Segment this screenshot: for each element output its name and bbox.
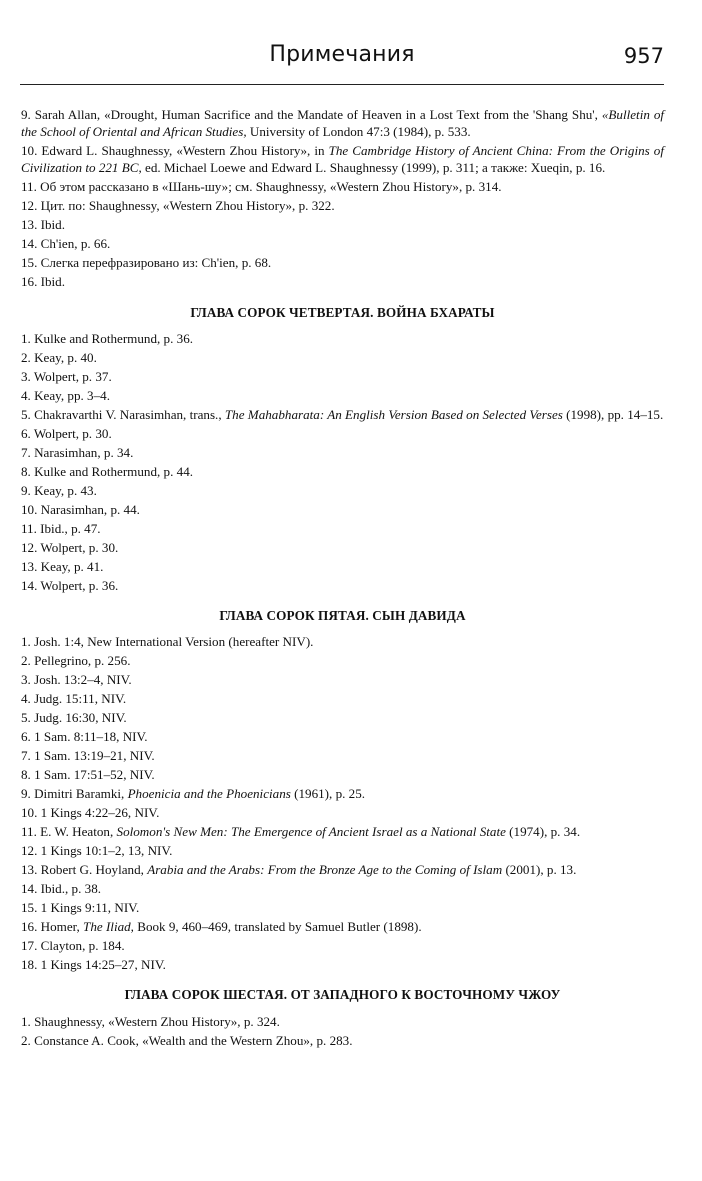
note-text: 1. Shaughnessy, «Western Zhou History», p. 324.	[21, 1013, 280, 1029]
note-text: 6. Wolpert, p. 30.	[21, 425, 112, 441]
endnote	[21, 444, 664, 461]
header-divider	[20, 84, 664, 85]
endnote	[21, 539, 664, 556]
endnote	[21, 482, 664, 499]
running-header	[20, 40, 664, 80]
note-text: 18. 1 Kings 14:25–27, NIV.	[21, 957, 166, 973]
note-text: 4. Keay, pp. 3–4.	[21, 387, 110, 403]
note-text: 13. Keay, p. 41.	[21, 558, 104, 574]
endnote	[21, 142, 664, 176]
note-text: 9. Dimitri Baramki,	[21, 786, 128, 802]
endnote	[21, 349, 664, 366]
chapter-heading: ГЛАВА СОРОК ШЕСТАЯ. ОТ ЗАПАДНОГО К ВОСТОЧНОМУ ЧЖОУ	[124, 987, 561, 1003]
note-text: 7. 1 Sam. 13:19–21, NIV.	[21, 748, 155, 764]
note-text: 2. Pellegrino, p. 256.	[21, 653, 131, 669]
note-text: Book 9, 460–469, translated by Samuel Butler (1898).	[133, 919, 422, 935]
chapter-heading: ГЛАВА СОРОК ЧЕТВЕРТАЯ. ВОЙНА БХАРАТЫ	[190, 304, 495, 320]
note-text: 12. Цит. по: Shaughnessy, «Western Zhou History», p. 322.	[21, 198, 335, 214]
endnote	[21, 520, 664, 537]
endnote	[21, 330, 664, 347]
note-text: 13. Ibid.	[21, 217, 66, 233]
note-italic-title: The Iliad,	[83, 919, 134, 935]
endnote	[21, 406, 664, 423]
note-text: 5. Chakravarthi V. Narasimhan, trans.,	[21, 406, 225, 422]
endnote	[21, 652, 664, 669]
endnote	[21, 178, 664, 195]
note-text: 16. Homer,	[21, 919, 84, 935]
endnote	[21, 937, 664, 954]
note-text: (1974), p. 34.	[505, 824, 581, 840]
note-text: 4. Judg. 15:11, NIV.	[21, 691, 127, 707]
note-text: 6. 1 Sam. 8:11–18, NIV.	[21, 729, 148, 745]
note-text: 3. Wolpert, p. 37.	[21, 368, 112, 384]
note-italic-title: The Mahabharata: An English Version Based on Selected Verses	[224, 406, 563, 422]
note-text: (2001), p. 13.	[502, 862, 577, 878]
note-text: 9. Sarah Allan, «Drought, Human Sacrifice and the Mandate of Heaven in a Lost Text from the 'Shang Shu',	[21, 107, 602, 122]
note-italic-title: Solomon's New Men: The Emergence of Ancient Israel as a National State	[116, 824, 506, 840]
endnote	[21, 899, 664, 916]
note-text: 15. 1 Kings 9:11, NIV.	[21, 900, 140, 916]
endnote	[21, 709, 664, 726]
endnote	[21, 1013, 664, 1030]
endnote	[21, 861, 664, 878]
note-text: 2. Keay, p. 40.	[21, 349, 97, 365]
endnote	[21, 918, 664, 935]
endnote	[21, 106, 664, 140]
note-text: 1. Josh. 1:4, New International Version (hereafter NIV).	[21, 634, 314, 650]
endnote	[21, 766, 664, 783]
chapter-heading: ГЛАВА СОРОК ПЯТАЯ. СЫН ДАВИДА	[219, 608, 466, 624]
endnote	[21, 235, 664, 252]
note-text: 16. Ibid.	[21, 274, 66, 290]
page-title: Примечания	[269, 42, 415, 67]
note-text: 7. Narasimhan, p. 34.	[21, 444, 134, 460]
note-text: 10. 1 Kings 4:22–26, NIV.	[21, 805, 160, 821]
note-text: 12. 1 Kings 10:1–2, 13, NIV.	[21, 843, 173, 859]
note-text: 8. 1 Sam. 17:51–52, NIV.	[21, 767, 155, 783]
endnote	[21, 690, 664, 707]
endnote	[21, 425, 664, 442]
note-text: 17. Clayton, p. 184.	[21, 938, 125, 954]
note-text: University of London 47:3 (1984), p. 533.	[246, 124, 471, 140]
note-text: 8. Kulke and Rothermund, p. 44.	[21, 463, 194, 479]
page-number: 957	[623, 44, 664, 68]
note-italic-title: Phoenicia and the Phoenicians	[127, 786, 291, 802]
chapter-notes-section	[21, 607, 664, 973]
note-text: 11. Об этом рассказано в «Шань-шу»; см. Shaughnessy, «Western Zhou History», p. 314.	[21, 179, 502, 195]
endnote	[21, 577, 664, 594]
note-text: 13. Robert G. Hoyland,	[21, 862, 148, 878]
note-text: 10. Edward L. Shaughnessy, «Western Zhou History», in	[21, 143, 329, 159]
note-text: 3. Josh. 13:2–4, NIV.	[21, 672, 132, 688]
continued-notes-list	[21, 106, 664, 291]
endnote	[21, 216, 664, 233]
note-text: 9. Keay, p. 43.	[21, 482, 97, 498]
endnote	[21, 880, 664, 897]
note-text: 11. Ibid., p. 47.	[21, 520, 101, 536]
endnote	[21, 254, 664, 271]
note-text: 14. Wolpert, p. 36.	[21, 577, 119, 593]
endnote	[21, 956, 664, 973]
note-text: ed. Michael Loewe and Edward L. Shaughnessy (1999), p. 311; а также: Xueqin, p. 16.	[141, 160, 606, 176]
endnote	[21, 785, 664, 802]
endnote	[21, 671, 664, 688]
endnote	[21, 633, 664, 650]
endnote	[21, 558, 664, 575]
endnote	[21, 387, 664, 404]
endnote	[21, 501, 664, 518]
note-text: 15. Слегка перефразировано из: Ch'ien, p. 68.	[21, 255, 272, 271]
note-text: 10. Narasimhan, p. 44.	[21, 501, 140, 517]
endnote	[21, 804, 664, 821]
chapter-notes-section	[21, 304, 664, 594]
endnote	[21, 368, 664, 385]
endnotes-body	[21, 106, 664, 1051]
note-text: 5. Judg. 16:30, NIV.	[21, 710, 127, 726]
endnote	[21, 728, 664, 745]
note-text: 2. Constance A. Cook, «Wealth and the Western Zhou», p. 283.	[21, 1032, 353, 1048]
endnote	[21, 197, 664, 214]
endnote	[21, 1032, 664, 1049]
note-text: (1961), p. 25.	[290, 786, 366, 802]
note-text: 14. Ibid., p. 38.	[21, 881, 102, 897]
note-text: 11. E. W. Heaton,	[21, 824, 117, 840]
note-italic-title: «Bulletin of the School of Oriental and African Studies,	[21, 107, 664, 140]
endnote	[21, 273, 664, 290]
endnote	[21, 747, 664, 764]
note-italic-title: Arabia and the Arabs: From the Bronze Age to the Coming of Islam	[147, 862, 503, 878]
note-text: (1998), pp. 14–15.	[562, 406, 664, 422]
chapter-notes-section	[21, 986, 664, 1048]
endnote	[21, 823, 664, 840]
note-text: 12. Wolpert, p. 30.	[21, 539, 119, 555]
note-italic-title: The Cambridge History of Ancient China: From the Origins of Civilization to 221 BC,	[21, 143, 664, 176]
endnote	[21, 842, 664, 859]
note-text: 14. Ch'ien, p. 66.	[21, 236, 111, 252]
note-text: 1. Kulke and Rothermund, p. 36.	[21, 330, 194, 346]
chapter-sections	[21, 304, 664, 1049]
endnote	[21, 463, 664, 480]
